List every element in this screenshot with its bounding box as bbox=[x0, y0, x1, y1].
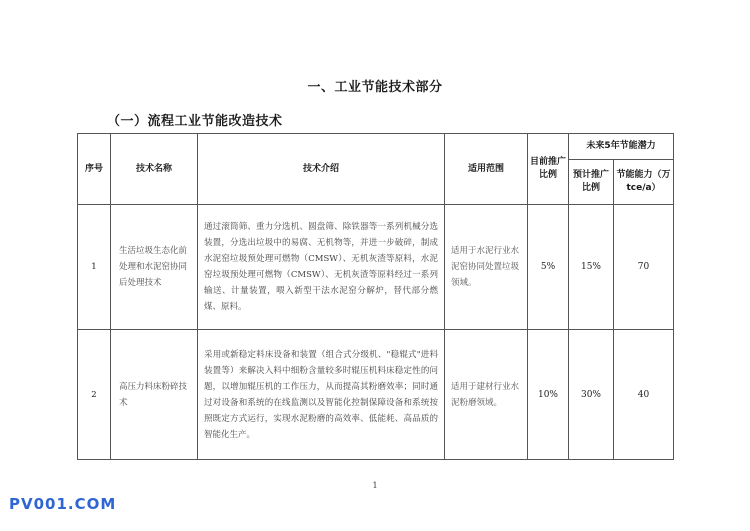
page-title: 一、工业节能技术部分 bbox=[307, 80, 443, 95]
current-ratio: 5% bbox=[528, 205, 569, 330]
tech-intro: 采用或新稳定料床设备和装置（组合式分级机、"稳辊式"进料装置等）来解决入料中细粉含量较多时辊压机料床稳定性的问题，以增加辊压机的工作压力，从而提高其粉磨效率；同时通过对设备和系统的在线监测以及智能化控制保障设备和系统按照既定方式运行，实现水泥粉磨的高效率、低能耗、高品质的智能化生产。 bbox=[198, 330, 445, 460]
header-index: 序号 bbox=[78, 134, 111, 205]
saving-capacity: 40 bbox=[614, 330, 674, 460]
table-header-row bbox=[78, 134, 674, 160]
tech-name: 生活垃圾生态化前处理和水泥窑协同后处理技术 bbox=[111, 205, 198, 330]
tech-scope: 适用于建材行业水泥粉磨领域。 bbox=[445, 330, 528, 460]
technology-table bbox=[77, 133, 674, 460]
header-name: 技术名称 bbox=[111, 134, 198, 205]
tech-scope: 适用于水泥行业水泥窑协同处置垃圾领域。 bbox=[445, 205, 528, 330]
saving-capacity: 70 bbox=[614, 205, 674, 330]
header-scope: 适用范围 bbox=[445, 134, 528, 205]
row-index: 1 bbox=[78, 205, 111, 330]
header-saving-capacity: 节能能力（万 tce/a） bbox=[614, 160, 674, 205]
expected-ratio: 30% bbox=[569, 330, 614, 460]
watermark-logo: PV001.COM bbox=[9, 495, 117, 513]
row-index: 2 bbox=[78, 330, 111, 460]
expected-ratio: 15% bbox=[569, 205, 614, 330]
section-title: （一）流程工业节能改造技术 bbox=[107, 114, 283, 129]
header-current-ratio: 目前推广比例 bbox=[528, 134, 569, 205]
header-expected-ratio: 预计推广比例 bbox=[569, 160, 614, 205]
tech-intro: 通过滚筒筛、重力分选机、圆盘筛、除铁器等一系列机械分选装置，分选出垃圾中的易腐、无机物等，并进一步破碎，制成水泥窑垃圾预处理可燃物（CMSW）、无机灰渣等原料，水泥窑垃圾预处理可燃物（CMSW）、无机灰渣等原料经过一系列输送、计量装置，喂入新型干法水泥窑分解炉，替代部分燃煤、原料。 bbox=[198, 205, 445, 330]
table-row bbox=[78, 330, 674, 460]
tech-name: 高压力料床粉碎技术 bbox=[111, 330, 198, 460]
table-row bbox=[78, 205, 674, 330]
header-potential-group: 未来5年节能潜力 bbox=[569, 134, 674, 160]
current-ratio: 10% bbox=[528, 330, 569, 460]
header-intro: 技术介绍 bbox=[198, 134, 445, 205]
page-number: 1 bbox=[372, 481, 378, 490]
